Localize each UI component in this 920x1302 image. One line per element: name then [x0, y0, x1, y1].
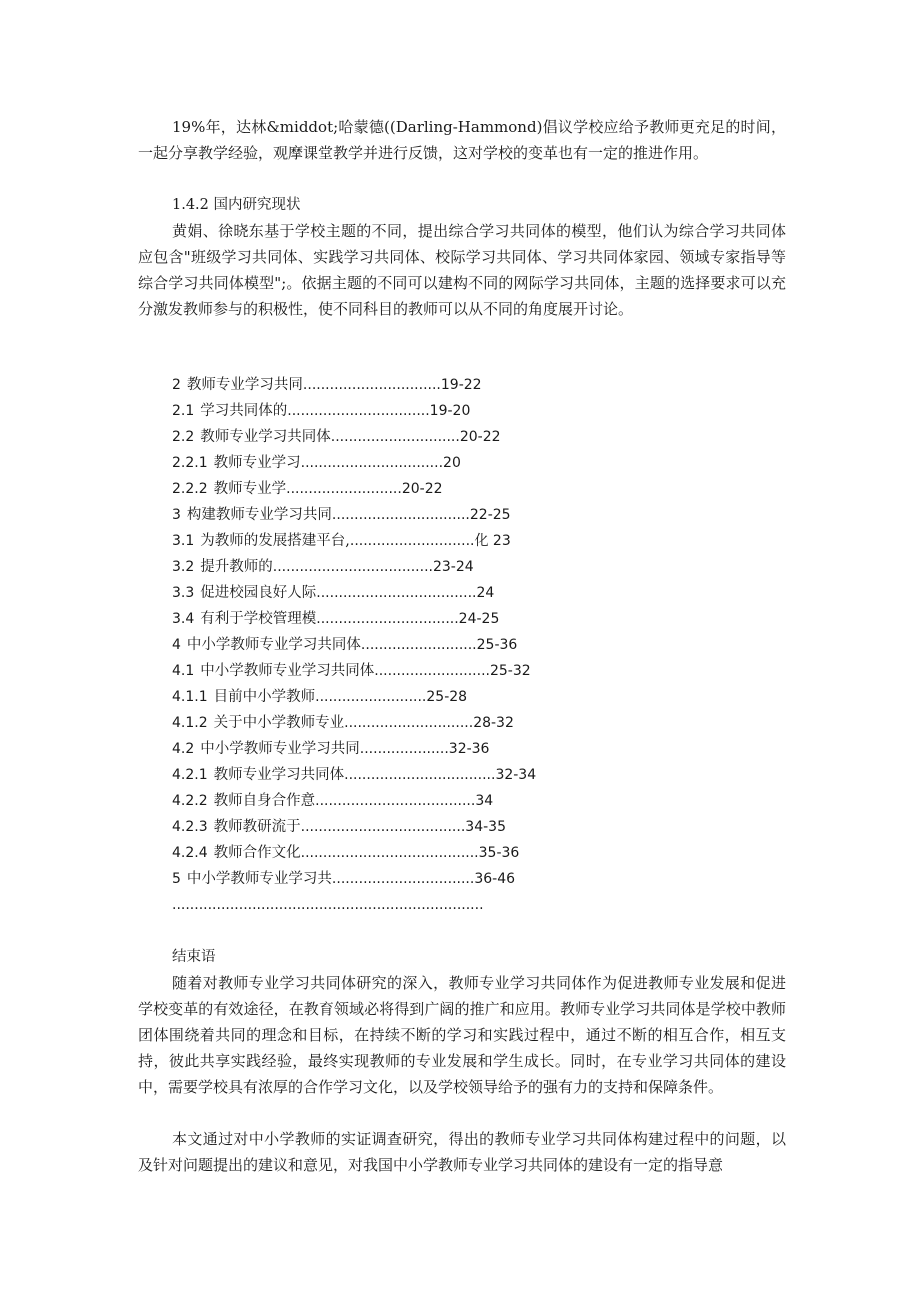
toc-entry — [172, 866, 536, 892]
toc-entry-leader: ................................ — [300, 455, 444, 471]
toc-entry-leader: ................................ — [331, 871, 475, 887]
toc-entry-pages: 20 — [443, 455, 461, 471]
toc-entry-pages: 25-36 — [476, 637, 518, 653]
toc-entry-title: 教师专业学习 — [213, 455, 301, 471]
toc-entry-number: 3.1 — [172, 533, 195, 549]
toc-entry-number: 4.1 — [172, 663, 195, 679]
toc-entry-number: 4.2.2 — [172, 793, 208, 809]
toc-entry — [172, 476, 536, 502]
toc-entry-pages: 25-32 — [489, 663, 531, 679]
toc-entry-leader: ............................. — [330, 429, 460, 445]
toc-entry-pages: 28-32 — [473, 715, 514, 731]
toc-entry-title: 促进校园良好人际 — [200, 585, 317, 601]
toc-entry — [172, 554, 536, 580]
toc-entry — [172, 814, 536, 840]
toc-entry-leader: ................................ — [316, 611, 459, 627]
toc-entry-number: 4.2.1 — [172, 767, 208, 783]
toc-entry-pages: 32-36 — [448, 741, 490, 757]
toc-entry — [172, 710, 536, 736]
toc-entry-pages: 23-24 — [432, 559, 474, 575]
toc-entry-number: 4.2 — [172, 741, 195, 757]
toc-entry — [172, 502, 536, 528]
toc-entry-number: 3.4 — [172, 611, 195, 627]
toc-entry — [172, 684, 536, 710]
toc-entry-number: 2.1 — [172, 403, 195, 419]
toc-entry-pages: 25-28 — [426, 689, 468, 705]
section-heading-1-4-2: 1.4.2 国内研究现状 — [172, 197, 301, 213]
conclusion-heading: 结束语 — [172, 949, 216, 965]
toc-entry — [172, 372, 536, 398]
toc-entry-title: 为教师的发展搭建平台, — [200, 533, 350, 549]
toc-entry — [172, 528, 536, 554]
toc-entry-pages: 32-34 — [495, 767, 537, 783]
toc-entry-title: 学习共同体的 — [200, 403, 288, 419]
toc-entry-title: 教师专业学 — [213, 481, 287, 497]
toc-entry-leader: ......................... — [315, 689, 427, 705]
toc-entry — [172, 450, 536, 476]
toc-entry-pages: 20-22 — [459, 429, 501, 445]
toc-entry-pages: 34-35 — [465, 819, 506, 835]
toc-entry — [172, 580, 536, 606]
toc-entry-title: 中小学教师专业学习共 — [186, 871, 332, 887]
toc-entry-number: 4.1.1 — [172, 689, 208, 705]
toc-entry-number: 3.3 — [172, 585, 195, 601]
toc-entry-leader: .......................... — [360, 637, 477, 653]
toc-entry-number: 5 — [172, 871, 181, 887]
toc-entry-title: 目前中小学教师 — [213, 689, 316, 705]
toc-entry-title: 有利于学校管理模 — [200, 611, 317, 627]
toc-entry-leader: ............................... — [302, 377, 441, 393]
toc-entry — [172, 762, 536, 788]
toc-entry-number: 4 — [172, 637, 181, 653]
toc-entry — [172, 398, 536, 424]
toc-entry-pages: 24-25 — [458, 611, 500, 627]
toc-entry-title: 关于中小学教师专业 — [213, 715, 345, 731]
toc-entry-leader: ............................... — [331, 507, 470, 523]
toc-entry-number: 3 — [172, 507, 181, 523]
toc-entry-leader: ........................................ — [300, 845, 479, 861]
toc-entry — [172, 736, 536, 762]
toc-entry-leader: .................... — [359, 741, 449, 757]
toc-entry-number: 4.2.3 — [172, 819, 208, 835]
toc-entry-title: 中小学教师专业学习共同体 — [186, 637, 361, 653]
toc-entry-title: 教师教研流于 — [213, 819, 301, 835]
toc-entry-title: 教师专业学习共同体 — [200, 429, 331, 445]
toc-entry-title: 中小学教师专业学习共同 — [200, 741, 360, 757]
toc-entry-number: 4.2.4 — [172, 845, 208, 861]
toc-entry-pages: 34 — [475, 793, 494, 809]
conclusion-paragraph-1: 随着对教师专业学习共同体研究的深入，教师专业学习共同体作为促进教师专业发展和促进学校变革的有效途径，在教育领域必将得到广阔的推广和应用。教师专业学习共同体是学校中教师团体围绕着共同的理念和目标，在持续不断的学习和实践过程中，通过不断的相互合作，相互支持，彼此共享实践经验，最终实现教师的专业发展和学生成长。同时，在专业学习共同体的建设中，需要学校具有浓厚的合作学习文化，以及学校领导给予的强有力的支持和保障条件。 — [138, 974, 786, 1096]
toc-entry-pages: 35-36 — [478, 845, 520, 861]
table-of-contents — [172, 372, 536, 892]
toc-entry-pages: 36-46 — [474, 871, 516, 887]
toc-entry-leader: .................................. — [344, 767, 496, 783]
toc-entry-leader: ................................ — [287, 403, 430, 419]
toc-entry — [172, 424, 536, 450]
toc-entry-title: 教师专业学习共同 — [186, 377, 303, 393]
toc-entry-leader: ..................................... — [300, 819, 466, 835]
toc-entry-pages: 19-22 — [440, 377, 482, 393]
section-1-4-2-paragraph: 黄娟、徐晓东基于学校主题的不同，提出综合学习共同体的模型，他们认为综合学习共同体应包含"班级学习共同体、实践学习共同体、校际学习共同体、学习共同体家园、领域专家指导等综合学习共同体模型";。依据主题的不同可以建构不同的网际学习共同体，主题的选择要求可以充分激发教师参与的积极性，使不同科目的教师可以从不同的角度展开讨论。 — [138, 222, 786, 318]
toc-entry-pages: 化 23 — [474, 533, 511, 549]
toc-entry — [172, 606, 536, 632]
toc-entry-number: 2.2.1 — [172, 455, 208, 471]
toc-entry-leader: .......................... — [286, 481, 402, 497]
toc-entry-pages: 22-25 — [469, 507, 511, 523]
toc-entry-leader: .................................... — [315, 793, 476, 809]
toc-entry-leader: ............................ — [349, 533, 475, 549]
toc-entry-title: 构建教师专业学习共同 — [186, 507, 332, 523]
toc-entry — [172, 658, 536, 684]
toc-entry-title: 教师自身合作意 — [213, 793, 316, 809]
toc-entry-leader: ............................. — [344, 715, 474, 731]
toc-entry-pages: 20-22 — [401, 481, 443, 497]
toc-entry-leader: .................................... — [272, 559, 433, 575]
toc-entry-number: 3.2 — [172, 559, 195, 575]
toc-entry — [172, 788, 536, 814]
toc-entry-number: 2.2.2 — [172, 481, 208, 497]
toc-entry-title: 教师合作文化 — [213, 845, 301, 861]
toc-entry-title: 中小学教师专业学习共同体 — [200, 663, 375, 679]
toc-entry-title: 教师专业学习共同体 — [213, 767, 345, 783]
toc-entry-leader: .......................... — [374, 663, 490, 679]
toc-entry-title: 提升教师的 — [200, 559, 273, 575]
toc-entry-number: 4.1.2 — [172, 715, 208, 731]
toc-entry — [172, 632, 536, 658]
toc-entry — [172, 840, 536, 866]
conclusion-paragraph-2: 本文通过对中小学教师的实证调查研究，得出的教师专业学习共同体构建过程中的问题，以及针对问题提出的建议和意见，对我国中小学教师专业学习共同体的建设有一定的指导意 — [138, 1130, 786, 1174]
toc-entry-pages: 19-20 — [429, 403, 471, 419]
toc-trailing-dots: ...................................................................... — [172, 897, 484, 913]
toc-entry-number: 2 — [172, 377, 181, 393]
toc-entry-pages: 24 — [476, 585, 495, 601]
toc-entry-leader: .................................... — [316, 585, 477, 601]
intro-paragraph: 19%年，达林&middot;哈蒙德((Darling-Hammond)倡议学校应给予教师更充足的时间，一起分享教学经验，观摩课堂教学并进行反馈，这对学校的变革也有一定的推进作用。 — [138, 118, 786, 162]
toc-entry-number: 2.2 — [172, 429, 195, 445]
